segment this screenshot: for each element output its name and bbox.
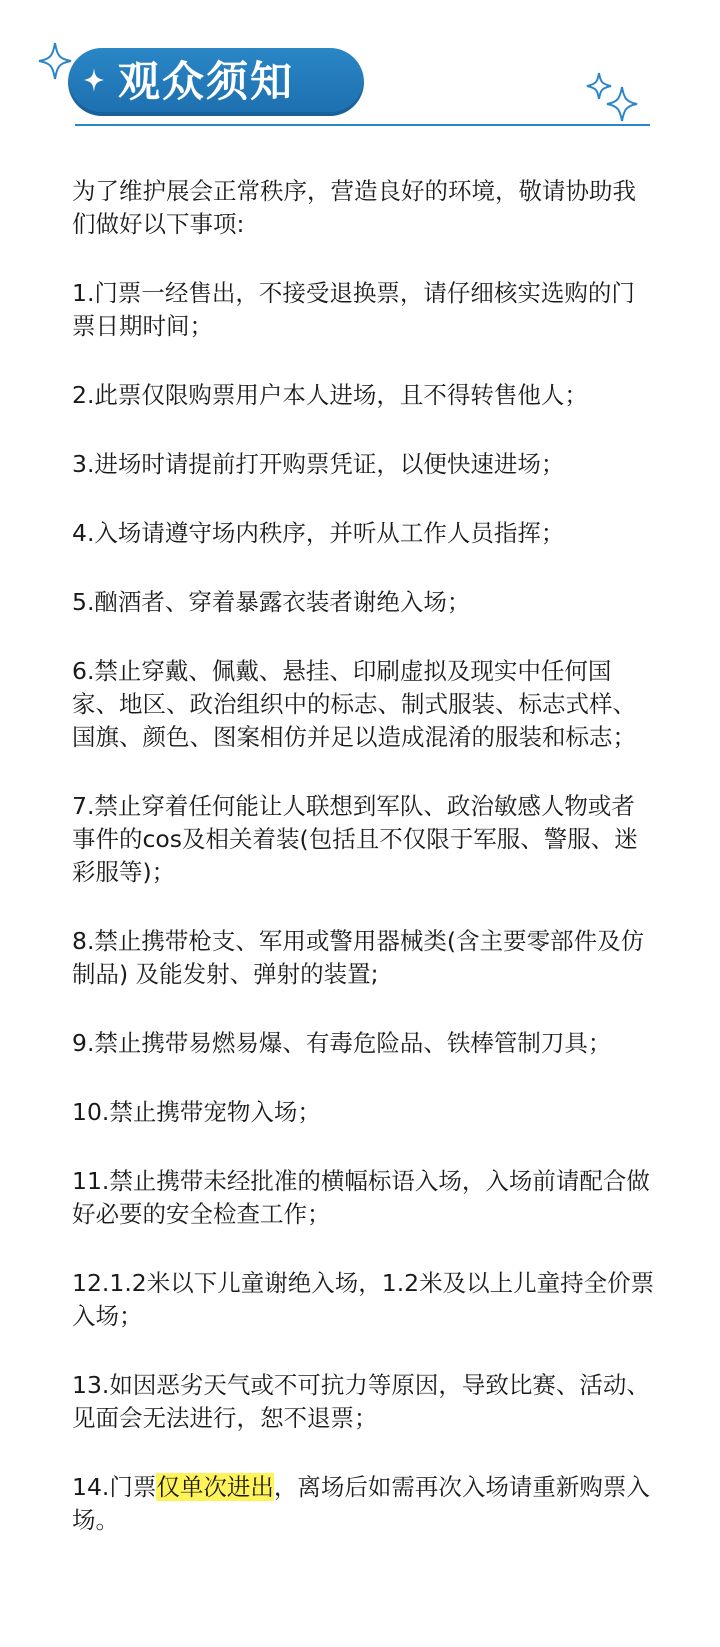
notice-item: 4.入场请遵守场内秩序，并听从工作人员指挥； [72, 519, 565, 547]
notice-item-14 [72, 1471, 657, 1537]
notice-item: 9.禁止携带易燃易爆、有毒危险品、铁棒管制刀具； [72, 1029, 612, 1057]
highlighted-text: 仅单次进出 [156, 1473, 274, 1501]
page-title: 观众须知 [118, 57, 295, 106]
notice-item: 10.禁止携带宠物入场； [72, 1098, 321, 1126]
notice-item: 12.1.2米以下儿童谢绝入场，1.2米及以上儿童持全价票入场； [72, 1269, 655, 1330]
sparkle-icon [38, 42, 72, 80]
notice-item: 6.禁止穿戴、佩戴、悬挂、印刷虚拟及现实中任何国家、地区、政治组织中的标志、制式服装、标志式样、国旗、颜色、图案相仿并足以造成混淆的服装和标志； [72, 657, 636, 751]
title-divider [75, 124, 650, 126]
notice-item: 5.酗酒者、穿着暴露衣装者谢绝入场； [72, 588, 471, 616]
notice-item: 11.禁止携带未经批准的横幅标语入场，入场前请配合做好必要的安全检查工作； [72, 1167, 650, 1228]
notice-content [72, 175, 657, 1573]
notice-item: 2.此票仅限购票用户本人进场，且不得转售他人； [72, 381, 588, 409]
notice-item: 3.进场时请提前打开购票凭证，以便快速进场； [72, 450, 565, 478]
notice-item-14-prefix: 14.门票 [72, 1473, 157, 1501]
sparkle-icon [606, 86, 638, 122]
notice-intro: 为了维护展会正常秩序，营造良好的环境，敬请协助我们做好以下事项: [72, 177, 636, 238]
notice-item: 13.如因恶劣天气或不可抗力等原因，导致比赛、活动、见面会无法进行，恕不退票； [72, 1371, 650, 1432]
notice-item: 8.禁止携带枪支、军用或警用器械类(含主要零部件及仿制品) 及能发射、弹射的装置; [72, 927, 645, 988]
sparkle-icon [84, 68, 104, 92]
header [0, 0, 720, 140]
notice-item: 7.禁止穿着任何能让人联想到军队、政治敏感人物或者事件的cos及相关着装(包括且不仅限于军服、警服、迷彩服等)； [72, 792, 638, 886]
notice-item: 1.门票一经售出，不接受退换票，请仔细核实选购的门票日期时间； [72, 279, 635, 340]
notice-item-14-suffix: ，离场后如需再次入场请重新购票入场。 [72, 1473, 650, 1534]
